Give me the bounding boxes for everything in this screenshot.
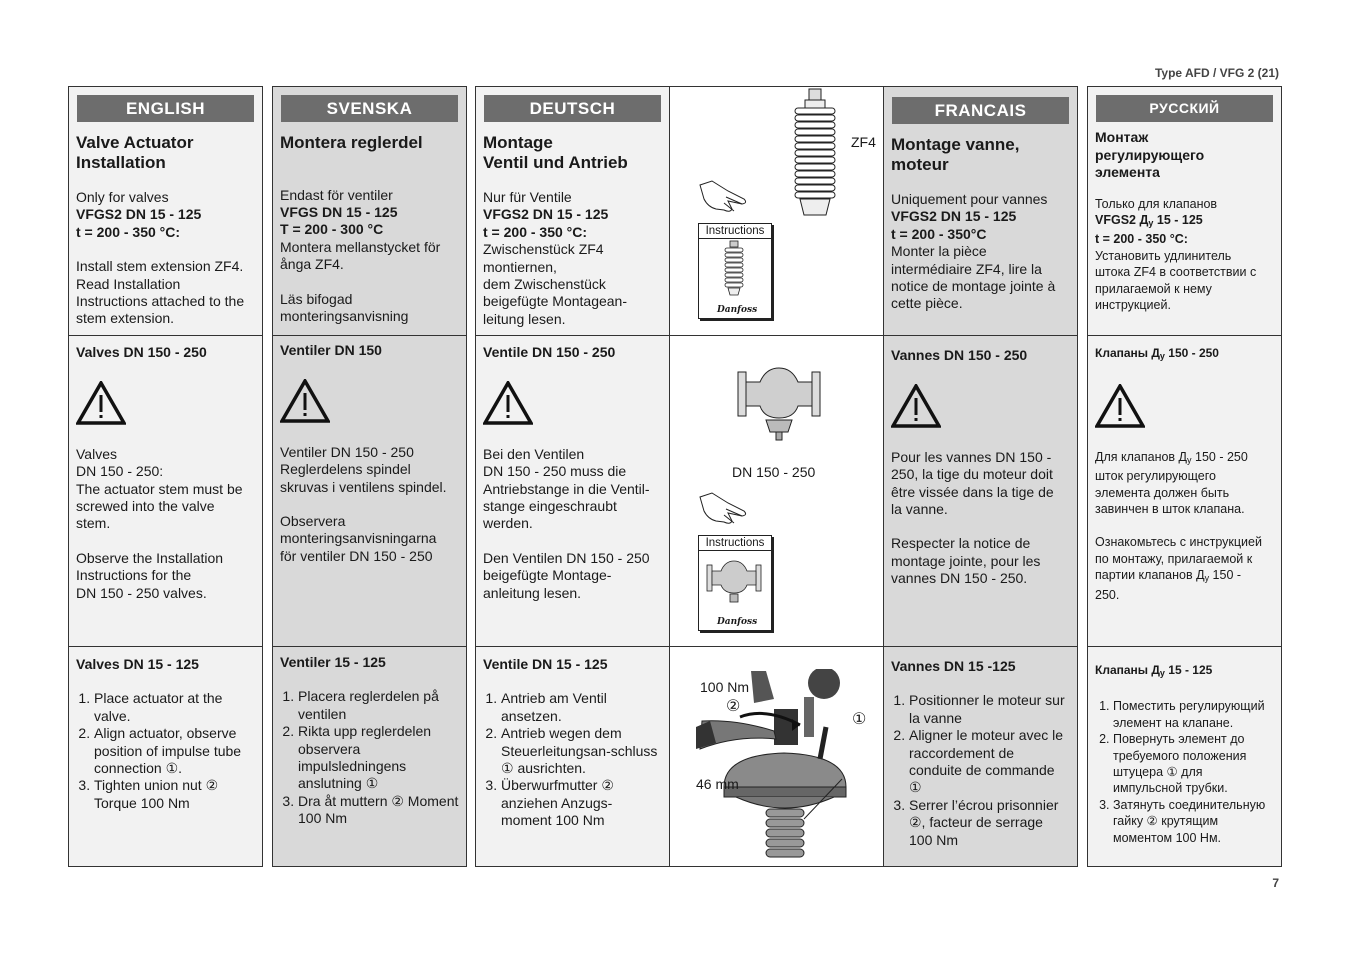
warning-icon	[483, 381, 533, 425]
body-text: Install stem extension ZF4.	[76, 258, 244, 275]
heading-suffix: 15 - 125	[1164, 663, 1213, 677]
body-text: leitung lesen.	[483, 310, 566, 327]
temperature: t = 200 - 350 °C:	[1095, 232, 1188, 247]
heading-suffix: 150 - 250	[1164, 346, 1219, 360]
body-text: Instructions attached to the	[76, 293, 245, 310]
warning-icon	[76, 381, 126, 425]
valve-range: VFGS2 DN 15 - 125	[76, 206, 202, 223]
subscript: у	[1204, 573, 1210, 584]
body-text: инструкцией.	[1095, 297, 1171, 312]
body-text: vannes DN 150 - 250.	[891, 570, 1028, 587]
step: 2. Align actuator, observe position of impulse tube connection ①.	[94, 725, 255, 777]
body-text: Observera	[280, 513, 346, 530]
valve-range: VFGS2 DN 15 - 125	[891, 208, 1017, 225]
step: 2. Повернуть элемент до требуемого положения штуцера ① для импульсной трубки.	[1113, 731, 1274, 797]
section-large-valves	[273, 342, 466, 565]
note: Endast för ventiler	[280, 186, 393, 203]
body-text: Antriebstange in die Ventil-	[483, 480, 650, 497]
body-text: montage jointe, pour les	[891, 552, 1041, 569]
body-text: завинчен в шток клапана.	[1095, 502, 1245, 517]
steps-list	[76, 690, 255, 812]
steps-list	[280, 688, 459, 827]
doc-type: Type AFD / VFG 2 (21)	[1154, 66, 1279, 80]
body-text: элемента должен быть	[1095, 485, 1230, 500]
wrench-size-label: 46 mm	[696, 776, 739, 792]
section-stem-extension	[1088, 129, 1281, 313]
body-text: Läs bifogad	[280, 290, 353, 307]
column-francais	[883, 86, 1078, 867]
column-russian	[1087, 86, 1282, 867]
step: 3. Dra åt muttern ② Moment 100 Nm	[298, 793, 459, 828]
divider	[476, 646, 669, 647]
step: 3. Überwurfmutter ② anziehen Anzugs-moment 100 Nm	[501, 777, 662, 829]
step: 3. Tighten union nut ② Torque 100 Nm	[94, 777, 255, 812]
body-text: screwed into the valve	[76, 498, 215, 515]
body-prefix: Для клапанов Д	[1095, 449, 1188, 464]
valve-suffix: 15 - 125	[1153, 212, 1203, 227]
body-text: la vanne.	[891, 501, 948, 518]
step: 3. Затянуть соединительную гайку ② крутящим моментом 100 Нм.	[1113, 797, 1274, 846]
warning-icon	[1095, 384, 1145, 428]
subscript: у	[1159, 668, 1165, 678]
section-heading: Vannes DN 150 - 250	[891, 347, 1028, 363]
step: 1. Positionner le moteur sur la vanne	[909, 692, 1070, 727]
body-text: DN 150 - 250:	[76, 463, 164, 480]
section-title: Installation	[76, 152, 166, 172]
body-text: stem.	[76, 515, 111, 532]
hand-pointing-icon	[698, 179, 750, 219]
temperature: t = 200 - 350 °C:	[483, 223, 588, 240]
body-text: Montera mellanstycket för	[280, 238, 441, 255]
language-header: FRANCAIS	[892, 97, 1069, 124]
section-small-valves	[1088, 662, 1281, 846]
body-text: Установить удлинитель	[1095, 248, 1232, 263]
section-stem-extension	[273, 133, 466, 325]
section-heading	[1095, 662, 1274, 681]
section-title: Монтаж	[1095, 129, 1149, 145]
divider	[69, 335, 262, 336]
danfoss-logo: Danfoss	[717, 617, 758, 627]
section-title: Montage	[483, 133, 553, 152]
body-text: Ventiler DN 150 - 250	[280, 443, 414, 460]
warning-icon	[280, 379, 330, 423]
step: 2. Antrieb wegen dem Steuerleitungsan-schluss ① ausrichten.	[501, 725, 662, 777]
step: 1. Antrieb am Ventil ansetzen.	[501, 690, 662, 725]
section-heading: Ventiler 15 - 125	[280, 654, 386, 670]
body-text: stange eingeschraubt	[483, 498, 617, 515]
body-text: Pour les vannes DN 150 -	[891, 448, 1052, 465]
section-heading: Ventile DN 15 - 125	[483, 656, 608, 672]
body-text: Observe the Installation	[76, 549, 224, 566]
section-title: Valve Actuator	[76, 133, 194, 152]
section-heading	[1095, 345, 1274, 364]
subscript: у	[1187, 454, 1192, 465]
note: Uniquement pour vannes	[891, 191, 1048, 207]
section-heading: Vannes DN 15 -125	[891, 658, 1016, 674]
section-stem-extension	[884, 135, 1077, 313]
step: 2. Rikta upp reglerdelen observera impulsledningens anslutning ①	[298, 723, 459, 793]
body-text: monteringsanvisningarna	[280, 530, 437, 547]
language-header: ENGLISH	[77, 95, 254, 122]
body-text: The actuator stem must be	[76, 480, 243, 497]
stem-extension-zf4-illustration	[790, 87, 840, 222]
valve-thumbnail	[699, 551, 769, 611]
body-text: cette pièce.	[891, 295, 963, 312]
actuator-mounting-illustration	[696, 669, 854, 859]
warning-icon	[891, 384, 941, 428]
body-text: être vissée dans la tige de	[891, 483, 1054, 500]
valve-range: VFGS2 DN 15 - 125	[483, 206, 609, 223]
body-text	[1095, 449, 1274, 468]
body-text: шток регулирующего	[1095, 469, 1216, 484]
body-text: ånga ZF4.	[280, 256, 344, 273]
section-title: Montera reglerdel	[280, 133, 423, 152]
body-text: 250, la tige du moteur doit	[891, 466, 1053, 483]
language-header: SVENSKA	[281, 95, 458, 122]
body-text: monteringsanvisning	[280, 307, 409, 324]
divider	[1088, 646, 1281, 647]
section-stem-extension	[476, 133, 669, 328]
step: 1. Place actuator at the valve.	[94, 690, 255, 725]
body-text: по монтажу, прилагаемой к	[1095, 551, 1253, 566]
danfoss-logo: Danfoss	[717, 305, 758, 315]
dn-range-label: DN 150 - 250	[732, 464, 816, 480]
heading-prefix: Клапаны Д	[1095, 346, 1160, 360]
body-text: Monter la pièce	[891, 243, 987, 260]
valve-range	[1095, 212, 1274, 231]
section-small-valves	[69, 656, 262, 812]
body-suffix: 150 - 250	[1191, 449, 1248, 464]
body-text: Instructions for the	[76, 567, 192, 584]
body-text: Den Ventilen DN 150 - 250	[483, 549, 650, 566]
section-title: moteur	[891, 154, 949, 174]
step: 1. Поместить регулирующий элемент на клапане.	[1113, 698, 1274, 731]
body-text: stem extension.	[76, 310, 175, 327]
section-title: элемента	[1095, 164, 1160, 180]
section-heading: Ventile DN 150 - 250	[483, 344, 616, 360]
divider	[273, 646, 466, 647]
temperature: t = 200 - 350 °C:	[76, 223, 181, 240]
column-deutsch	[475, 86, 670, 867]
body-text: dem Zwischenstück	[483, 276, 606, 293]
valve-body-illustration	[736, 362, 822, 447]
body-text: werden.	[483, 515, 533, 532]
divider	[670, 646, 883, 647]
divider	[670, 335, 883, 336]
instructions-label: Instructions	[699, 224, 771, 239]
body-text: Valves	[76, 445, 117, 462]
body-text: DN 150 - 250 muss die	[483, 463, 627, 480]
subscript: у	[1148, 217, 1154, 228]
divider	[69, 646, 262, 647]
page-number: 7	[1272, 876, 1279, 890]
body-text: Ознакомьтесь с инструкцией	[1095, 535, 1262, 550]
column-svenska	[272, 86, 467, 867]
valve-range: VFGS DN 15 - 125	[280, 203, 398, 220]
instructions-booklet-zf4	[698, 223, 772, 319]
body-text: montiernen,	[483, 258, 557, 275]
section-small-valves	[273, 654, 466, 828]
temperature: T = 200 - 300 °C	[280, 221, 384, 238]
body-suffix: 150 -	[1209, 568, 1242, 583]
heading-prefix: Клапаны Д	[1095, 663, 1160, 677]
body-text: beigefügte Montage-	[483, 567, 612, 584]
divider	[884, 335, 1077, 336]
section-large-valves	[476, 344, 669, 602]
section-small-valves	[476, 656, 669, 830]
section-title: Ventil und Antrieb	[483, 152, 628, 172]
section-heading: Valves DN 150 - 250	[76, 344, 207, 360]
language-header: DEUTSCH	[484, 95, 661, 122]
valve-prefix: VFGS2 Д	[1095, 212, 1149, 227]
hand-pointing-icon	[698, 491, 750, 531]
callout-1: ①	[852, 711, 867, 728]
steps-list	[1095, 698, 1274, 846]
body-text: notice de montage jointe à	[891, 278, 1056, 295]
body-text: DN 150 - 250 valves.	[76, 584, 207, 601]
steps-list	[891, 692, 1070, 849]
divider	[884, 646, 1077, 647]
instructions-booklet-valves	[698, 535, 772, 631]
note: Only for valves	[76, 189, 169, 205]
section-small-valves	[884, 658, 1077, 849]
figure-column	[670, 86, 883, 867]
body-text: Respecter la notice de	[891, 535, 1031, 552]
divider	[1088, 335, 1281, 336]
instructions-label: Instructions	[699, 536, 771, 551]
body-text: skruvas i ventilens spindel.	[280, 478, 447, 495]
note: Nur für Ventile	[483, 189, 572, 205]
body-text: Bei den Ventilen	[483, 445, 585, 462]
language-header: РУССКИЙ	[1096, 95, 1273, 122]
step: 1. Placera reglerdelen på ventilen	[298, 688, 459, 723]
note: Только для клапанов	[1095, 196, 1218, 211]
steps-list	[483, 690, 662, 829]
body-text: för ventiler DN 150 - 250	[280, 547, 433, 564]
section-stem-extension	[69, 133, 262, 328]
body-text	[1095, 567, 1274, 586]
zf4-label: ZF4	[851, 134, 876, 150]
body-text: Read Installation	[76, 275, 181, 292]
body-text: прилагаемой к нему	[1095, 281, 1212, 296]
body-text: intermédiaire ZF4, lire la	[891, 260, 1042, 277]
stem-extension-thumbnail	[699, 239, 769, 299]
section-large-valves	[1088, 345, 1281, 603]
section-large-valves	[884, 347, 1077, 588]
section-heading: Valves DN 15 - 125	[76, 656, 199, 672]
callout-2: ②	[726, 698, 741, 715]
divider	[273, 335, 466, 336]
body-text: anleitung lesen.	[483, 584, 582, 601]
section-large-valves	[69, 344, 262, 602]
divider	[476, 335, 669, 336]
body-text: штока ZF4 в соответствии с	[1095, 265, 1257, 280]
section-heading: Ventiler DN 150	[280, 342, 382, 358]
body-prefix: партии клапанов Д	[1095, 568, 1205, 583]
temperature: t = 200 - 350°C	[891, 225, 987, 242]
column-english	[68, 86, 263, 867]
section-title: Montage vanne,	[891, 135, 1020, 154]
body-text: Zwischenstück ZF4	[483, 241, 604, 258]
body-text: beigefügte Montagean-	[483, 293, 627, 310]
torque-label: 100 Nm	[700, 679, 750, 695]
body-text: Reglerdelens spindel	[280, 461, 411, 478]
step: 3. Serrer l’écrou prisonnier ②, facteur de serrage 100 Nm	[909, 797, 1070, 849]
subscript: у	[1159, 351, 1165, 361]
section-title: регулирующего	[1095, 146, 1205, 163]
step: 2. Aligner le moteur avec le raccordement de conduite de commande ①	[909, 727, 1070, 797]
body-text: 250.	[1095, 587, 1120, 602]
